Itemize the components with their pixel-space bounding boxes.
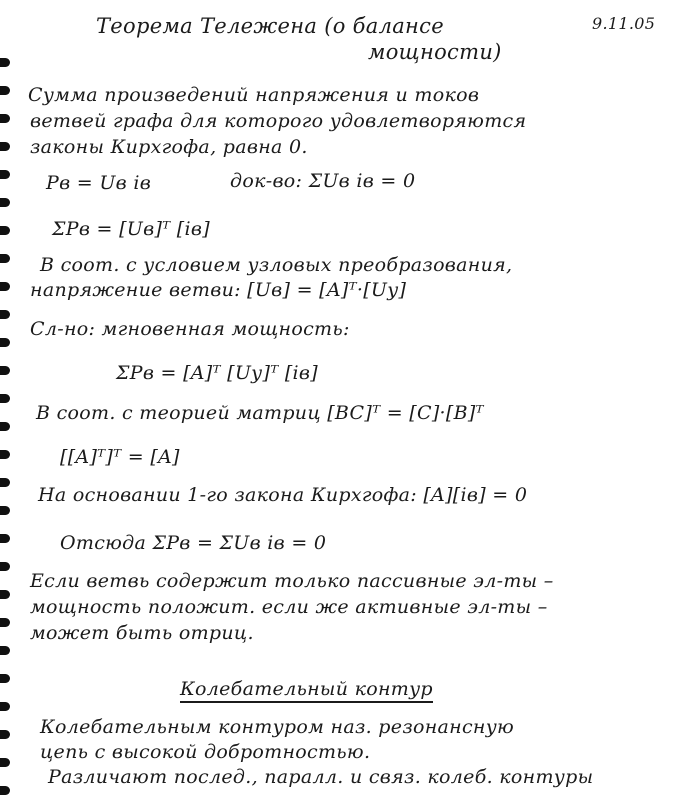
matrix-property: В соот. с теорией матриц [BC]ᵀ = [C]·[B]ᵀ [36,402,484,424]
power-formula: ΣPв = [A]ᵀ [Uу]ᵀ [iв] [116,362,318,384]
formula-branch-power: Pв = Uв iв [46,172,152,194]
binding-hole [0,674,10,683]
conclusion: Отсюда ΣPв = ΣUв iв = 0 [60,532,327,554]
binding-hole [0,758,10,767]
binding-hole [0,590,10,599]
binding-hole [0,170,10,179]
binding-hole [0,702,10,711]
binding-hole [0,562,10,571]
section-text-line: цепь с высокой добротностью. [40,741,371,763]
binding-hole [0,310,10,319]
section-text-line: Различают послед., паралл. и связ. колеб. контуры [48,766,594,788]
formula-sum-power: ΣPв = [Uв]ᵀ [iв] [52,218,210,240]
binding-hole [0,450,10,459]
page-date: 9.11.05 [592,14,656,33]
binding-hole [0,142,10,151]
binding-hole [0,786,10,795]
section-text-line: Колебательным контуром наз. резонансную [40,716,515,738]
binding-hole [0,394,10,403]
page-title-line2: мощности) [368,40,502,64]
statement-line: Сумма произведений напряжения и токов [28,84,480,106]
kirchhoff-law: На основании 1-го закона Кирхгофа: [A][iв] = 0 [38,484,528,506]
binding-hole [0,86,10,95]
binding-hole [0,618,10,627]
binding-hole [0,646,10,655]
binding-hole [0,366,10,375]
binding-hole [0,478,10,487]
binding-hole [0,58,10,67]
binding-hole [0,506,10,515]
binding-hole [0,226,10,235]
proof-label: док-во: ΣUв iв = 0 [230,170,416,192]
binding-hole [0,534,10,543]
passive-note-line: мощность положит. если же активные эл-ты – [30,596,548,618]
transpose-identity: [[A]ᵀ]ᵀ = [A] [60,446,180,468]
binding-hole [0,114,10,123]
statement-line: законы Кирхгофа, равна 0. [30,136,308,158]
passive-note-line: может быть отриц. [30,622,254,644]
binding-hole [0,198,10,207]
binding-hole [0,730,10,739]
node-transform-line: напряжение ветви: [Uв] = [A]ᵀ·[Uу] [30,279,407,301]
statement-line: ветвей графа для которого удовлетворяются [30,110,527,132]
binding-hole [0,254,10,263]
section-heading: Колебательный контур [180,678,433,703]
binding-hole [0,338,10,347]
node-transform-line: В соот. с условием узловых преобразования, [40,254,513,276]
page-title-line1: Теорема Тележена (о балансе [96,14,444,38]
power-intro: Сл-но: мгновенная мощность: [30,318,350,340]
passive-note-line: Если ветвь содержит только пассивные эл-ты – [30,570,554,592]
binding-hole [0,282,10,291]
binding-hole [0,422,10,431]
spiral-binding [0,0,14,804]
